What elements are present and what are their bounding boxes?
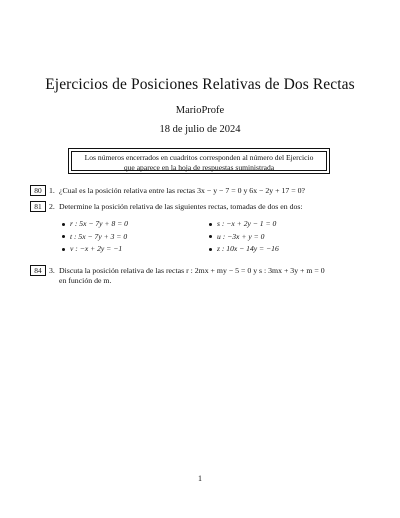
list-item <box>62 231 209 244</box>
list-item <box>209 243 356 256</box>
list-row <box>62 218 362 231</box>
answer-ref-box: 81 <box>30 201 46 212</box>
line-equation: u : −3x + y = 0 <box>217 231 265 241</box>
list-item <box>209 218 356 231</box>
list-row <box>62 231 362 244</box>
line-list <box>62 218 362 256</box>
exercise-text: ¿Cual es la posición relativa entre las rectas 3x − y − 7 = 0 y 6x − 2y + 17 = 0? <box>59 185 305 195</box>
notice-box <box>68 148 330 174</box>
line-equation: z : 10x − 14y = −16 <box>217 244 279 254</box>
exercise-1 <box>30 185 375 197</box>
line-equation: v : −x + 2y = −1 <box>70 244 123 254</box>
answer-ref-box: 84 <box>30 265 46 276</box>
list-item <box>209 231 356 244</box>
notice-inner-box <box>71 151 327 171</box>
line-equation: r : 5x − 7y + 8 = 0 <box>70 219 128 229</box>
list-row <box>62 243 362 256</box>
list-item <box>62 243 209 256</box>
exercise-text-line-2: en función de m. <box>59 275 112 285</box>
exercise-text <box>59 266 375 286</box>
page-number: 1 <box>198 474 202 483</box>
date: 18 de julio de 2024 <box>159 124 241 135</box>
bullet-icon <box>209 248 212 251</box>
exercise-text-line-1: Discuta la posición relativa de las rectas r : 2mx + my − 5 = 0 y s : 3mx + 3y + m = 0 <box>59 265 325 275</box>
notice-line-1: Los números encerrados en cuadritos corresponden al número del Ejercicio <box>84 153 314 162</box>
author: MarioProfe <box>175 105 225 116</box>
bullet-icon <box>209 235 212 238</box>
exercise-number: 3. <box>49 265 55 275</box>
bullet-icon <box>62 223 65 226</box>
page-title: Ejercicios de Posiciones Relativas de Dos Rectas <box>45 76 355 93</box>
exercise-3 <box>30 265 375 287</box>
answer-ref-box: 80 <box>30 185 46 196</box>
notice-line-2: que aparece en la hoja de respuestas suministrada <box>123 162 275 172</box>
bullet-icon <box>209 223 212 226</box>
bullet-icon <box>62 248 65 251</box>
exercise-text: Determine la posición relativa de las siguientes rectas, tomadas de dos en dos: <box>59 201 303 211</box>
list-item <box>62 218 209 231</box>
line-equation: t : 5x − 7y + 3 = 0 <box>70 231 128 241</box>
line-equation: s : −x + 2y − 1 = 0 <box>217 219 277 229</box>
bullet-icon <box>62 235 65 238</box>
exercise-number: 2. <box>49 201 55 211</box>
exercise-2 <box>30 201 375 213</box>
exercise-number: 1. <box>49 185 55 195</box>
